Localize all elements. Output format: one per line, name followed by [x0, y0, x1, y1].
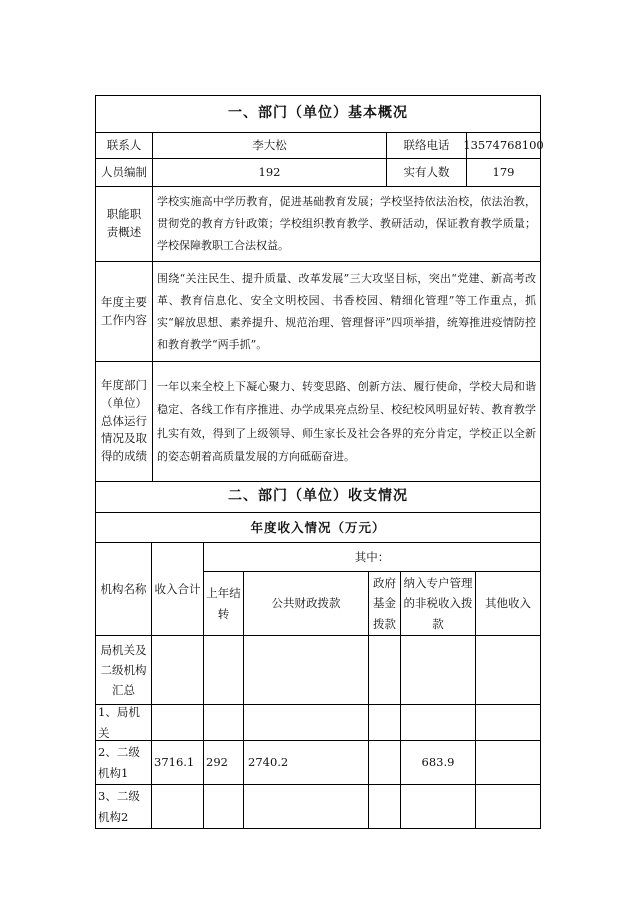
table-row-total	[152, 705, 204, 741]
staff-label: 人员编制	[101, 164, 147, 179]
table-row-other	[476, 785, 540, 828]
header-gov-fund: 政府基金拨款	[369, 572, 401, 636]
table-row-public-finance	[244, 785, 369, 828]
contact-row	[95, 132, 544, 158]
table-row-total	[152, 636, 204, 705]
table-row-gov-fund	[369, 785, 401, 828]
income-subtitle: 年度收入情况（万元）	[250, 519, 386, 535]
contact-value: 李大松	[152, 133, 386, 158]
section2-title-row	[95, 481, 541, 512]
header-total: 收入合计	[152, 543, 204, 636]
functions-label: 职能职责概述	[106, 207, 142, 239]
header-carryover: 上年结转	[204, 572, 244, 636]
header-of-which: 其中：	[204, 543, 540, 572]
table-row-gov-fund	[369, 741, 401, 785]
table-row-public-finance	[244, 636, 369, 705]
phone-value: 13574768100	[466, 133, 540, 158]
table-row-carryover	[204, 705, 244, 741]
header-non-tax: 纳入专户管理的非税收入拨款	[401, 572, 476, 636]
table-row-non-tax	[401, 636, 476, 705]
section1-title: 一、部门（单位）基本概况	[228, 105, 408, 122]
header-org: 机构名称	[96, 543, 152, 636]
table-row-non-tax: 683.9	[401, 741, 476, 785]
income-subtitle-row	[95, 512, 541, 542]
performance-text: 一年以来全校上下凝心聚力、转变思路、创新方法、履行使命，学校大局和谐稳定、各线工作有序推进、办学成果亮点纷呈、校纪校风明显好转、教育教学扎实有效，得到了上级领导、师生家长及社会各界的充分肯定，学校正以全新的姿态朝着高质量发展的方向砥砺奋进。	[152, 362, 540, 481]
table-row-other	[476, 705, 540, 741]
staff-value: 192	[152, 159, 386, 186]
section1-title-row	[95, 95, 541, 132]
table-row-gov-fund	[369, 705, 401, 741]
table-row-org: 局机关及二级机构汇总	[96, 636, 152, 705]
table-row-org: 1、局机关	[96, 705, 152, 741]
performance-row	[95, 361, 541, 481]
annual-work-text: 围绕“关注民生、提升质量、改革发展”三大攻坚目标，突出“党建、新高考改革、教育信息化、安全文明校园、书香校园、精细化管理”等工作重点，抓实“解放思想、素养提升、规范治理、管理督评”四项举措，统筹推进疫情防控和教育教学“两手抓”。	[152, 262, 540, 361]
table-row-total: 3716.1	[152, 741, 204, 785]
annual-work-row	[95, 261, 541, 361]
table-row-total	[152, 785, 204, 828]
table-row-carryover	[204, 785, 244, 828]
table-row-public-finance: 2740.2	[244, 741, 369, 785]
table-row-other	[476, 741, 540, 785]
contact-label: 联系人	[106, 137, 142, 152]
income-table	[95, 542, 541, 829]
performance-label: 年度部门（单位）总体运行情况及取得的成绩	[101, 377, 147, 464]
table-row-carryover: 292	[204, 741, 244, 785]
functions-text: 学校实施高中学历教育，促进基础教育发展；学校坚持依法治校，依法治教，贯彻党的教育方针政策；学校组织教育教学、教研活动，保证教育教学质量；学校保障教职工合法权益。	[152, 187, 540, 261]
section2-title: 二、部门（单位）收支情况	[228, 488, 408, 505]
header-other: 其他收入	[476, 572, 540, 636]
table-row-non-tax	[401, 785, 476, 828]
table-row-other	[476, 636, 540, 705]
header-public-finance: 公共财政拨款	[244, 572, 369, 636]
table-row-non-tax	[401, 705, 476, 741]
actual-staff-label: 实有人数	[386, 159, 466, 186]
document-page	[95, 95, 544, 829]
functions-row	[95, 186, 541, 261]
annual-work-label: 年度主要工作内容	[101, 294, 147, 327]
actual-staff-value: 179	[466, 159, 540, 186]
phone-label: 联络电话	[386, 133, 466, 158]
staff-row	[95, 158, 541, 186]
table-row-gov-fund	[369, 636, 401, 705]
table-row-org: 3、二级机构2	[96, 785, 152, 828]
table-row-carryover	[204, 636, 244, 705]
table-row-org: 2、二级机构1	[96, 741, 152, 785]
table-row-public-finance	[244, 705, 369, 741]
